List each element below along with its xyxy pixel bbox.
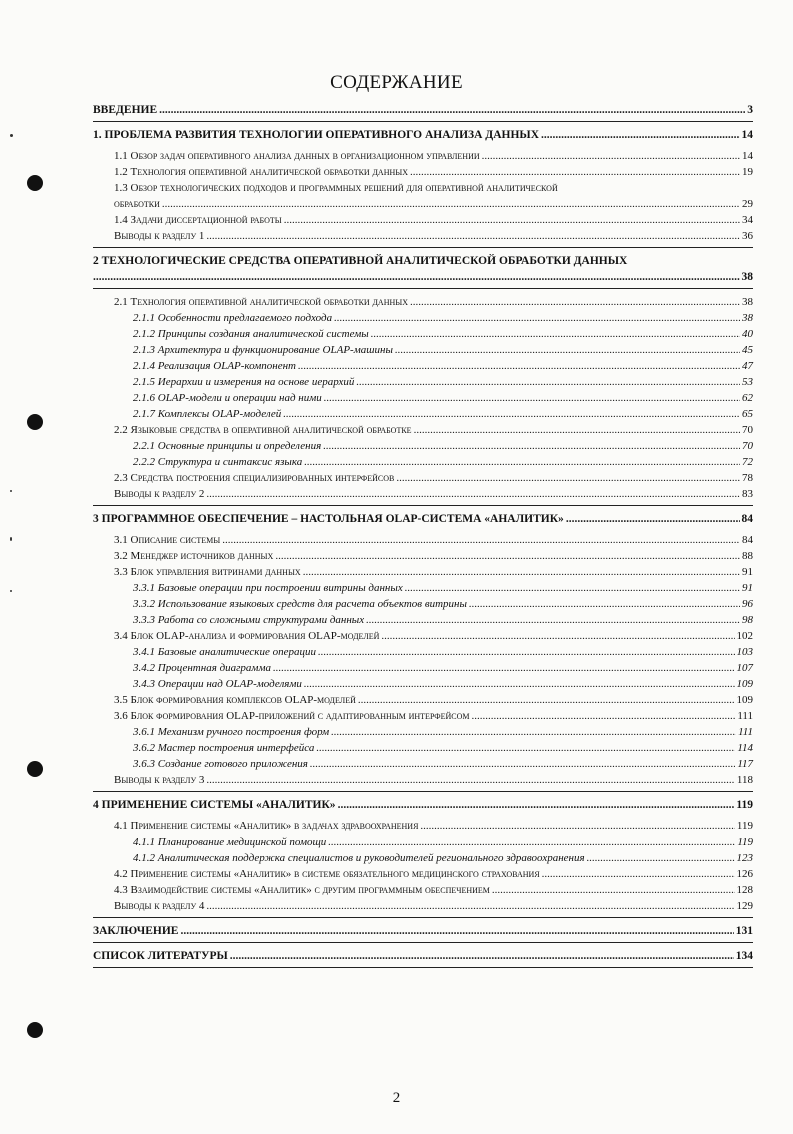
- divider: [93, 967, 753, 968]
- toc-entry-3-3-2: 3.3.2 Использование языковых средств для расчета объектов витрины ..... 96: [93, 596, 753, 612]
- toc-entry-introduction: ВВЕДЕНИЕ ..... 3: [93, 102, 753, 118]
- toc-entry-3-6-1: 3.6.1 Механизм ручного построения форм ..... 111: [93, 724, 753, 740]
- toc-entry-4-1: 4.1 Применение системы «Аналитик» в задачах здравоохранения ..... 119: [93, 818, 753, 834]
- toc-entry-3-1: 3.1 Описание системы ..... 84: [93, 532, 753, 548]
- toc-entry-2-2-2: 2.2.2 Структура и синтаксис языка ..... 72: [93, 454, 753, 470]
- divider: [93, 247, 753, 248]
- toc-entry-3-2: 3.2 Менеджер источников данных ..... 88: [93, 548, 753, 564]
- toc-entry-1-3: 1.3 Обзор технологических подходов и программных решений для оперативной аналитической: [114, 182, 558, 194]
- scan-speck: [10, 490, 12, 492]
- toc-entry-1-1: 1.1 Обзор задач оперативного анализа данных в организационном управлении ..... 14: [93, 148, 753, 164]
- divider: [93, 505, 753, 506]
- toc-entry-2-1-7: 2.1.7 Комплексы OLAP-моделей ..... 65: [93, 406, 753, 422]
- page-number: 2: [392, 1090, 401, 1106]
- toc-entry-chapter-2-continued: ..... 38: [93, 269, 753, 285]
- toc-entry-3-4-1: 3.4.1 Базовые аналитические операции ..... 103: [93, 644, 753, 660]
- toc-entry-chapter-2: 2 ТЕХНОЛОГИЧЕСКИЕ СРЕДСТВА ОПЕРАТИВНОЙ АНАЛИТИЧЕСКОЙ ОБРАБОТКИ ДАННЫХ: [93, 255, 628, 267]
- table-of-contents: [93, 102, 753, 973]
- toc-entry-2-2: 2.2 Языковые средства в оперативной аналитической обработке ..... 70: [93, 422, 753, 438]
- toc-entry-2-1-3: 2.1.3 Архитектура и функционирование OLAP-машины ..... 45: [93, 342, 753, 358]
- toc-entry-conclusions-3: Выводы к разделу 3 ..... 118: [93, 772, 753, 788]
- toc-entry-2-1-1: 2.1.1 Особенности предлагаемого подхода ..... 38: [93, 310, 753, 326]
- toc-entry-1-3-continued: обработки ..... 29: [93, 196, 753, 212]
- toc-entry-chapter-1: 1. ПРОБЛЕМА РАЗВИТИЯ ТЕХНОЛОГИИ ОПЕРАТИВНОГО АНАЛИЗА ДАННЫХ ..... 14: [93, 127, 753, 143]
- toc-entry-1-2: 1.2 Технология оперативной аналитической обработки данных ..... 19: [93, 164, 753, 180]
- toc-entry-2-1-2: 2.1.2 Принципы создания аналитической системы ..... 40: [93, 326, 753, 342]
- toc-entry-4-2: 4.2 Применение системы «Аналитик» в системе обязательного медицинского страхования ..... 126: [93, 866, 753, 882]
- toc-entry-3-4: 3.4 Блок OLAP-анализа и формирования OLAP-моделей ..... 102: [93, 628, 753, 644]
- toc-entry-2-1-5: 2.1.5 Иерархии и измерения на основе иерархий ..... 53: [93, 374, 753, 390]
- toc-entry-chapter-4: 4 ПРИМЕНЕНИЕ СИСТЕМЫ «АНАЛИТИК» ..... 119: [93, 797, 753, 813]
- scan-speck: [10, 590, 12, 592]
- toc-entry-3-6-3: 3.6.3 Создание готового приложения ..... 117: [93, 756, 753, 772]
- divider: [93, 121, 753, 122]
- divider: [93, 288, 753, 289]
- toc-entry-2-2-1: 2.2.1 Основные принципы и определения ..... 70: [93, 438, 753, 454]
- divider: [93, 917, 753, 918]
- toc-entry-1-4: 1.4 Задачи диссертационной работы ..... 34: [93, 212, 753, 228]
- toc-entry-3-4-2: 3.4.2 Процентная диаграмма ..... 107: [93, 660, 753, 676]
- toc-entry-conclusions-1: Выводы к разделу 1 ..... 36: [93, 228, 753, 244]
- toc-entry-3-3-1: 3.3.1 Базовые операции при построении витрины данных ..... 91: [93, 580, 753, 596]
- hole-punch-mark: [27, 414, 43, 430]
- toc-entry-conclusion: ЗАКЛЮЧЕНИЕ ..... 131: [93, 923, 753, 939]
- toc-entry-2-3: 2.3 Средства построения специализированных интерфейсов ..... 78: [93, 470, 753, 486]
- toc-entry-3-3: 3.3 Блок управления витринами данных ..... 91: [93, 564, 753, 580]
- toc-entry-4-1-1: 4.1.1 Планирование медицинской помощи ..... 119: [93, 834, 753, 850]
- toc-entry-3-6-2: 3.6.2 Мастер построения интерфейса ..... 114: [93, 740, 753, 756]
- toc-entry-conclusions-2: Выводы к разделу 2 ..... 83: [93, 486, 753, 502]
- toc-entry-2-1: 2.1 Технология оперативной аналитической обработки данных ..... 38: [93, 294, 753, 310]
- toc-entry-3-5: 3.5 Блок формирования комплексов OLAP-моделей ..... 109: [93, 692, 753, 708]
- hole-punch-mark: [27, 761, 43, 777]
- divider: [93, 942, 753, 943]
- toc-entry-4-3: 4.3 Взаимодействие системы «Аналитик» с другим программным обеспечением ..... 128: [93, 882, 753, 898]
- hole-punch-mark: [27, 175, 43, 191]
- toc-entry-conclusions-4: Выводы к разделу 4 ..... 129: [93, 898, 753, 914]
- divider: [93, 791, 753, 792]
- toc-entry-3-3-3: 3.3.3 Работа со сложными структурами данных ..... 98: [93, 612, 753, 628]
- toc-entry-2-1-6: 2.1.6 OLAP-модели и операции над ними ..... 62: [93, 390, 753, 406]
- toc-entry-3-6: 3.6 Блок формирования OLAP-приложений с адаптированным интерфейсом ..... 111: [93, 708, 753, 724]
- toc-entry-bibliography: СПИСОК ЛИТЕРАТУРЫ ..... 134: [93, 948, 753, 964]
- toc-entry-chapter-3: 3 ПРОГРАММНОЕ ОБЕСПЕЧЕНИЕ – НАСТОЛЬНАЯ OLAP-СИСТЕМА «АНАЛИТИК» ..... 84: [93, 511, 753, 527]
- scan-speck: [10, 134, 13, 137]
- page-title: СОДЕРЖАНИЕ: [330, 72, 463, 93]
- toc-entry-3-4-3: 3.4.3 Операции над OLAP-моделями ..... 109: [93, 676, 753, 692]
- hole-punch-mark: [27, 1022, 43, 1038]
- toc-entry-4-1-2: 4.1.2 Аналитическая поддержка специалистов и руководителей регионального здравоохранения ..... 123: [93, 850, 753, 866]
- toc-entry-2-1-4: 2.1.4 Реализация OLAP-компонент ..... 47: [93, 358, 753, 374]
- scan-speck: [10, 537, 12, 541]
